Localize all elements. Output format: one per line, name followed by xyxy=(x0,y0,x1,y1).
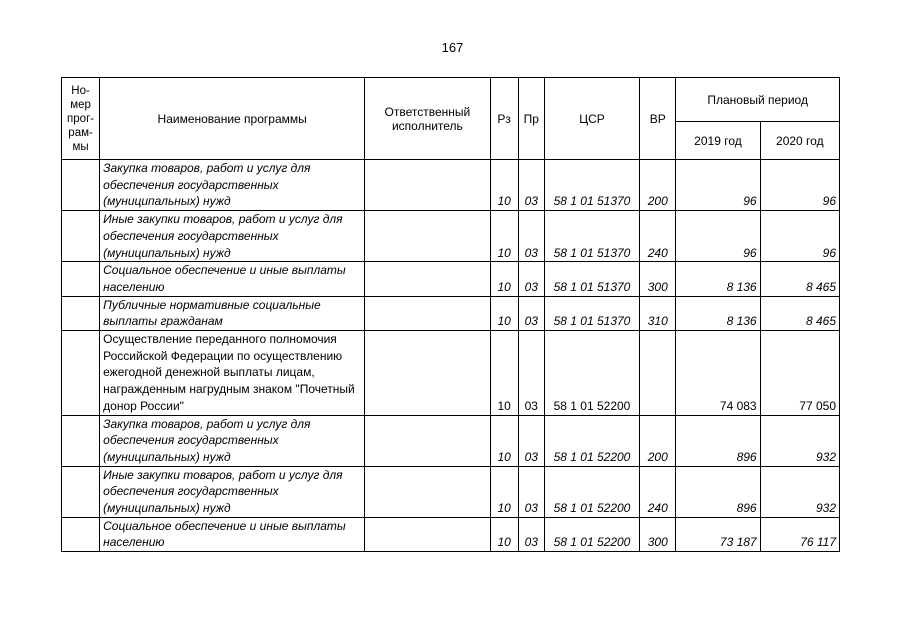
header-planned-period: Плановый период xyxy=(676,78,840,122)
cell-2019: 896 xyxy=(676,415,760,466)
cell-responsible xyxy=(365,331,490,416)
cell-csr: 58 1 01 51370 xyxy=(544,296,639,330)
cell-rz: 10 xyxy=(490,415,518,466)
cell-program-number xyxy=(62,262,100,296)
cell-pr: 03 xyxy=(518,211,544,262)
cell-csr: 58 1 01 52200 xyxy=(544,415,639,466)
cell-rz: 10 xyxy=(490,160,518,211)
table-row xyxy=(62,296,840,330)
header-vr: ВР xyxy=(640,78,676,160)
table-row xyxy=(62,211,840,262)
cell-pr: 03 xyxy=(518,466,544,517)
cell-rz: 10 xyxy=(490,517,518,551)
cell-rz: 10 xyxy=(490,331,518,416)
header-year-2019: 2019 год xyxy=(676,122,760,160)
cell-rz: 10 xyxy=(490,211,518,262)
cell-responsible xyxy=(365,415,490,466)
cell-program-name: Закупка товаров, работ и услуг для обеспечения государственных (муниципальных) нужд xyxy=(100,415,365,466)
cell-2020: 96 xyxy=(760,211,839,262)
header-program-number: Но- мер прог- рам- мы xyxy=(62,78,100,160)
header-year-2020: 2020 год xyxy=(760,122,839,160)
table-row xyxy=(62,262,840,296)
cell-program-name: Публичные нормативные социальные выплаты гражданам xyxy=(100,296,365,330)
cell-program-name: Закупка товаров, работ и услуг для обеспечения государственных (муниципальных) нужд xyxy=(100,160,365,211)
cell-vr: 300 xyxy=(640,517,676,551)
cell-pr: 03 xyxy=(518,262,544,296)
cell-program-number xyxy=(62,160,100,211)
cell-2020: 932 xyxy=(760,466,839,517)
cell-vr: 200 xyxy=(640,160,676,211)
table-body xyxy=(62,160,840,552)
cell-program-name: Социальное обеспечение и иные выплаты населению xyxy=(100,262,365,296)
cell-program-number xyxy=(62,415,100,466)
cell-2019: 73 187 xyxy=(676,517,760,551)
cell-program-number xyxy=(62,296,100,330)
cell-csr: 58 1 01 52200 xyxy=(544,517,639,551)
cell-2019: 74 083 xyxy=(676,331,760,416)
cell-responsible xyxy=(365,517,490,551)
page-number: 167 xyxy=(441,40,464,55)
cell-rz: 10 xyxy=(490,466,518,517)
cell-2019: 96 xyxy=(676,211,760,262)
table-row xyxy=(62,517,840,551)
cell-2020: 8 465 xyxy=(760,262,839,296)
cell-rz: 10 xyxy=(490,296,518,330)
cell-2020: 8 465 xyxy=(760,296,839,330)
cell-vr: 310 xyxy=(640,296,676,330)
table-row xyxy=(62,466,840,517)
cell-rz: 10 xyxy=(490,262,518,296)
table-row xyxy=(62,160,840,211)
cell-vr: 300 xyxy=(640,262,676,296)
cell-2019: 896 xyxy=(676,466,760,517)
cell-2019: 96 xyxy=(676,160,760,211)
cell-program-number xyxy=(62,331,100,416)
cell-2019: 8 136 xyxy=(676,262,760,296)
cell-responsible xyxy=(365,296,490,330)
cell-vr: 200 xyxy=(640,415,676,466)
cell-pr: 03 xyxy=(518,296,544,330)
header-responsible: Ответственный исполнитель xyxy=(365,78,490,160)
cell-program-number xyxy=(62,211,100,262)
cell-program-name: Социальное обеспечение и иные выплаты населению xyxy=(100,517,365,551)
cell-csr: 58 1 01 51370 xyxy=(544,160,639,211)
header-program-name: Наименование программы xyxy=(100,78,365,160)
cell-responsible xyxy=(365,262,490,296)
table-row xyxy=(62,331,840,416)
cell-program-name: Иные закупки товаров, работ и услуг для обеспечения государственных (муниципальных) нужд xyxy=(100,466,365,517)
cell-program-name: Осуществление переданного полномочия Российской Федерации по осуществлению ежегодной денежной выплаты лицам, награжденным нагрудным знаком "Почетный донор России" xyxy=(100,331,365,416)
table-row xyxy=(62,415,840,466)
cell-pr: 03 xyxy=(518,160,544,211)
cell-pr: 03 xyxy=(518,331,544,416)
cell-vr: 240 xyxy=(640,211,676,262)
header-pr: Пр xyxy=(518,78,544,160)
cell-pr: 03 xyxy=(518,517,544,551)
cell-program-name: Иные закупки товаров, работ и услуг для обеспечения государственных (муниципальных) нужд xyxy=(100,211,365,262)
cell-program-number xyxy=(62,466,100,517)
cell-vr: 240 xyxy=(640,466,676,517)
cell-csr: 58 1 01 52200 xyxy=(544,466,639,517)
cell-responsible xyxy=(365,211,490,262)
cell-program-number xyxy=(62,517,100,551)
cell-2020: 77 050 xyxy=(760,331,839,416)
cell-csr: 58 1 01 52200 xyxy=(544,331,639,416)
header-rz: Рз xyxy=(490,78,518,160)
program-budget-table xyxy=(61,77,840,552)
cell-csr: 58 1 01 51370 xyxy=(544,211,639,262)
cell-vr xyxy=(640,331,676,416)
cell-2019: 8 136 xyxy=(676,296,760,330)
header-csr: ЦСР xyxy=(544,78,639,160)
cell-csr: 58 1 01 51370 xyxy=(544,262,639,296)
cell-2020: 96 xyxy=(760,160,839,211)
cell-responsible xyxy=(365,160,490,211)
cell-2020: 76 117 xyxy=(760,517,839,551)
cell-responsible xyxy=(365,466,490,517)
cell-2020: 932 xyxy=(760,415,839,466)
cell-pr: 03 xyxy=(518,415,544,466)
